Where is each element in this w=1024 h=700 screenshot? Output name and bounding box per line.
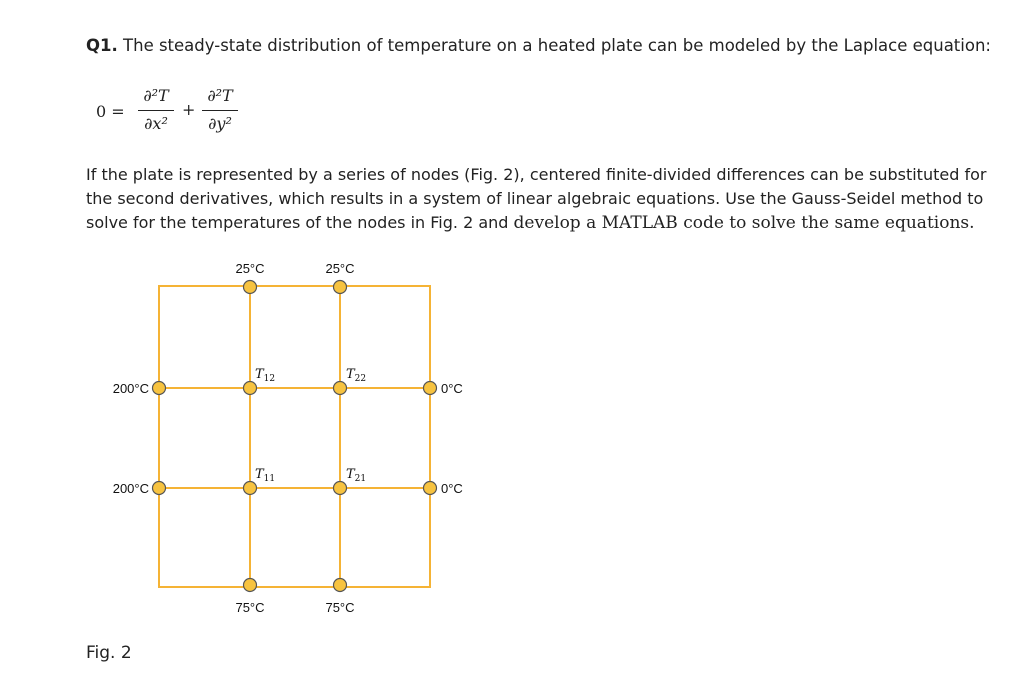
bottom-label-right: 75°C bbox=[325, 600, 355, 615]
node-left-lower bbox=[153, 482, 166, 495]
node-bottom-right bbox=[334, 579, 347, 592]
fraction-1-denominator: ∂x² bbox=[144, 114, 168, 133]
label-t21: $T_{21}$ bbox=[346, 467, 367, 484]
bottom-label-left: 75°C bbox=[235, 600, 265, 615]
label-t11: $T_{11}$ bbox=[255, 467, 276, 484]
left-label-lower: 200°C bbox=[112, 481, 149, 496]
nodes bbox=[153, 281, 437, 592]
paragraph-line-3-matlab: develop a MATLAB code to solve the same equations. bbox=[513, 213, 975, 233]
equation-plus: + bbox=[182, 100, 196, 119]
node-top-left bbox=[244, 281, 257, 294]
left-label-upper: 200°C bbox=[112, 381, 149, 396]
node-bottom-left bbox=[244, 579, 257, 592]
paragraph-line-1: If the plate is represented by a series of nodes (Fig. 2), centered finite-divided differences can be substituted for bbox=[86, 165, 987, 184]
interior-node-labels bbox=[255, 367, 366, 484]
fraction-2-numerator: ∂²T bbox=[207, 86, 233, 105]
paragraph-line-2: the second derivatives, which results in a system of linear algebraic equations. Use the Gauss-Seidel method to bbox=[86, 189, 984, 208]
label-t12: $T_{12}$ bbox=[255, 367, 276, 384]
node-t12 bbox=[244, 382, 257, 395]
boundary-labels bbox=[113, 261, 463, 615]
question-number: Q1. bbox=[86, 36, 118, 55]
node-t22 bbox=[334, 382, 347, 395]
node-left-upper bbox=[153, 382, 166, 395]
right-label-upper: 0°C bbox=[441, 381, 463, 396]
fraction-2-denominator: ∂y² bbox=[208, 114, 232, 133]
node-top-right bbox=[334, 281, 347, 294]
grid-lines bbox=[159, 286, 430, 587]
node-t11 bbox=[244, 482, 257, 495]
node-right-lower bbox=[424, 482, 437, 495]
paragraph-line-3-start: solve for the temperatures of the nodes in Fig. 2 and bbox=[86, 213, 514, 232]
figure-caption: Fig. 2 bbox=[86, 643, 132, 663]
node-right-upper bbox=[424, 382, 437, 395]
equation-lhs: 0 = bbox=[96, 102, 125, 121]
plate-outline bbox=[159, 286, 430, 587]
question-text: The steady-state distribution of temperature on a heated plate can be modeled by the Laplace equation: bbox=[117, 36, 991, 55]
top-label-right: 25°C bbox=[325, 261, 355, 276]
node-t21 bbox=[334, 482, 347, 495]
label-t22: $T_{22}$ bbox=[346, 367, 367, 384]
top-label-left: 25°C bbox=[235, 261, 265, 276]
right-label-lower: 0°C bbox=[441, 481, 463, 496]
fraction-1-numerator: ∂²T bbox=[143, 86, 169, 105]
